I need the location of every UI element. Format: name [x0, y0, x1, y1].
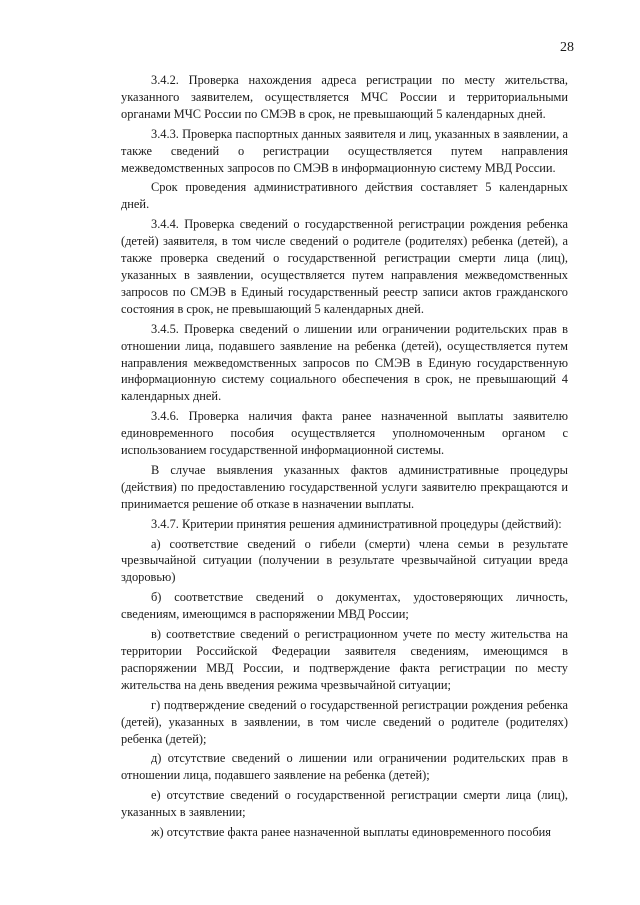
list-item-d: д) отсутствие сведений о лишении или ограничении родительских прав в отношении лица, подавшего заявление на ребенка (детей); [121, 751, 568, 783]
list-item-b: б) соответствие сведений о документах, удостоверяющих личность, сведениям, имеющимся в распоряжении МВД России; [121, 590, 568, 622]
list-item-e: е) отсутствие сведений о государственной регистрации смерти лица (лиц), указанных в заявлении; [121, 788, 568, 820]
paragraph-termination: В случае выявления указанных фактов административные процедуры (действия) по предоставлению государственной услуги заявителю прекращаются и принимается решение об отказе в назначении выплаты. [121, 462, 568, 511]
paragraph-3-4-7: 3.4.7. Критерии принятия решения административной процедуры (действий): [151, 516, 562, 531]
paragraph-deadline: Срок проведения административного действия составляет 5 календарных дней. [121, 180, 568, 212]
document-body [121, 72, 568, 844]
list-item-a: а) соответствие сведений о гибели (смерти) члена семьи в результате чрезвычайной ситуации (получении в результате чрезвычайной ситуации вреда здоровью) [121, 536, 568, 585]
list-item-v: в) соответствие сведений о регистрационном учете по месту жительства на территории Российской Федерации заявителя сведениям, имеющимся в распоряжении МВД России, и подтверждение факта регистрации по месту жительства на день введения режима чрезвычайной ситуации; [121, 627, 568, 692]
list-item-zh: ж) отсутствие факта ранее назначенной выплаты единовременного пособия [151, 825, 551, 840]
paragraph-3-4-3: 3.4.3. Проверка паспортных данных заявителя и лиц, указанных в заявлении, а также сведений о регистрации осуществляется путем направления межведомственных запросов по СМЭВ в информационную систему МВД России. [121, 126, 568, 175]
page-number: 28 [560, 40, 574, 55]
paragraph-3-4-4: 3.4.4. Проверка сведений о государственной регистрации рождения ребенка (детей) заявителя, в том числе сведений о родителе (родителях) ребенка (детей), а также проверка сведений о государственной регистрации смерти лица (лиц), указанных в заявлении, осуществляется путем направления межведомственных запросов по СМЭВ в Единый государственный реестр записи актов гражданского состояния в срок, не превышающий 5 календарных дней. [121, 217, 568, 316]
paragraph-3-4-2: 3.4.2. Проверка нахождения адреса регистрации по месту жительства, указанного заявителем, осуществляется МЧС России и территориальными органами МЧС России по СМЭВ в срок, не превышающий 5 календарных дней. [121, 73, 568, 121]
paragraph-3-4-6: 3.4.6. Проверка наличия факта ранее назначенной выплаты заявителю единовременного пособия осуществляется уполномоченным органом с использованием государственной информационной системы. [121, 409, 568, 458]
paragraph-3-4-5: 3.4.5. Проверка сведений о лишении или ограничении родительских прав в отношении лица, подавшего заявление на ребенка (детей), осуществляется путем направления межведомственных запросов по СМЭВ в Единую государственную информационную систему социального обеспечения в срок, не превышающий 4 календарных дней. [121, 321, 568, 404]
list-item-g: г) подтверждение сведений о государственной регистрации рождения ребенка (детей), указанных в заявлении, в том числе сведений о родителе (родителях) ребенка (детей); [121, 697, 568, 746]
